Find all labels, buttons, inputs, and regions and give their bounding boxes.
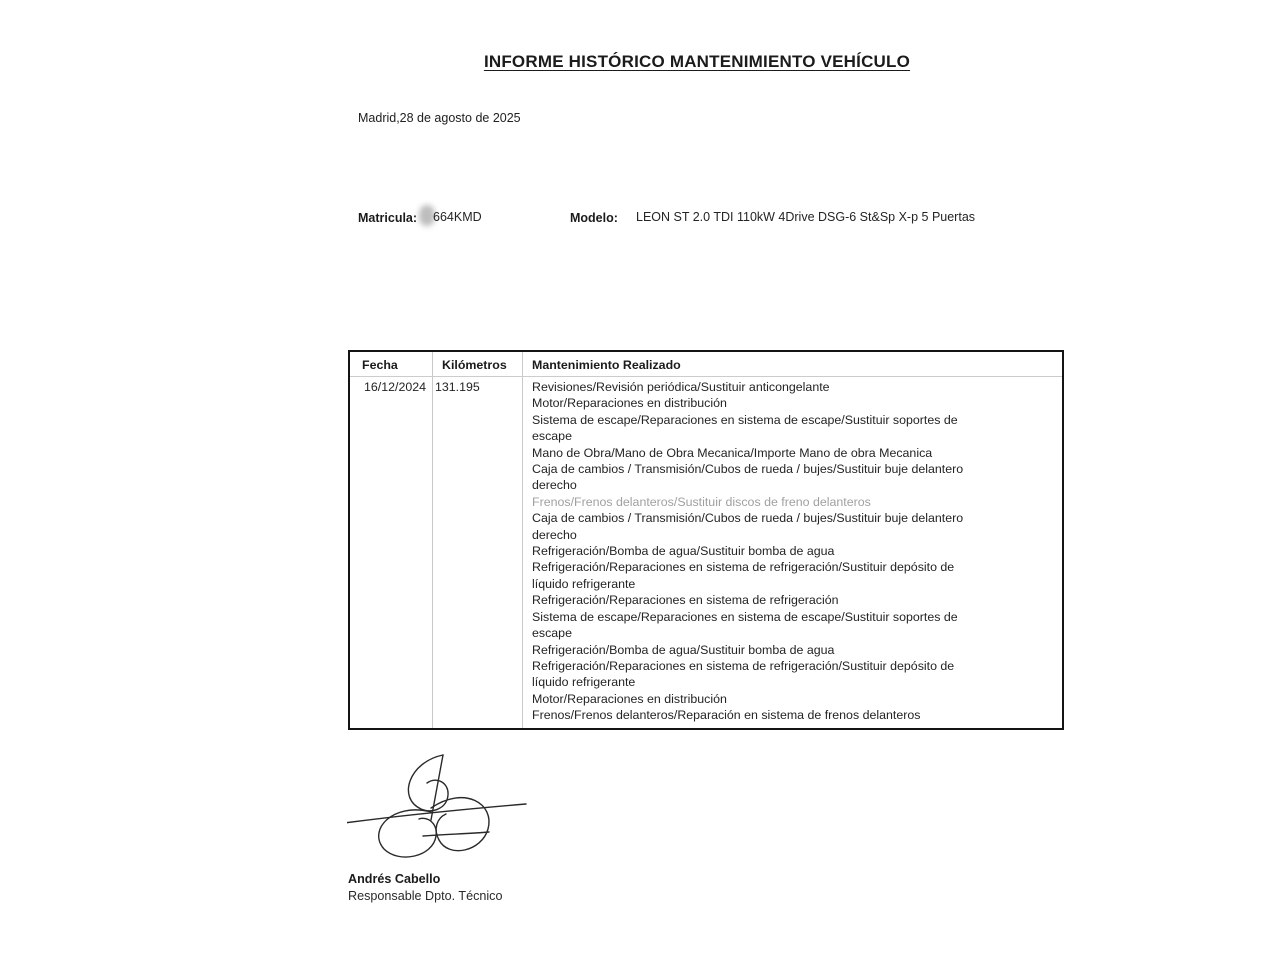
column-header-kilometros: Kilómetros — [442, 358, 507, 372]
maintenance-item: Motor/Reparaciones en distribución — [532, 396, 727, 411]
maintenance-item: Refrigeración/Bomba de agua/Sustituir bomba de agua — [532, 544, 835, 559]
maintenance-item: Sistema de escape/Reparaciones en sistema de escape/Sustituir soportes de escape — [532, 609, 958, 641]
dateline: Madrid,28 de agosto de 2025 — [358, 111, 521, 125]
maintenance-item: Refrigeración/Reparaciones en sistema de refrigeración — [532, 593, 839, 608]
maintenance-item: Refrigeración/Reparaciones en sistema de refrigeración/Sustituir depósito de líquido refrigerante — [532, 658, 955, 690]
modelo-value: LEON ST 2.0 TDI 110kW 4Drive DSG-6 St&Sp X-p 5 Puertas — [636, 210, 976, 224]
matricula-label: Matricula: — [358, 211, 418, 225]
fecha-cell: 16/12/2024 — [364, 380, 427, 394]
modelo-label: Modelo: — [570, 211, 618, 225]
table-column-divider — [522, 352, 523, 728]
column-header-mantenimiento: Mantenimiento Realizado — [532, 358, 681, 372]
signatory-role: Responsable Dpto. Técnico — [348, 889, 503, 903]
document-title: INFORME HISTÓRICO MANTENIMIENTO VEHÍCULO — [483, 52, 911, 71]
handwritten-signature — [347, 752, 529, 866]
maintenance-item: Sistema de escape/Reparaciones en sistema de escape/Sustituir soportes de escape — [532, 412, 958, 444]
maintenance-item: Motor/Reparaciones en distribución — [532, 691, 727, 706]
maintenance-history-table — [348, 350, 1064, 730]
maintenance-item: Caja de cambios / Transmisión/Cubos de rueda / bujes/Sustituir buje delantero derecho — [532, 511, 964, 542]
maintenance-item: Refrigeración/Bomba de agua/Sustituir bomba de agua — [532, 642, 835, 657]
matricula-value: 664KMD — [433, 210, 482, 224]
maintenance-item: Caja de cambios / Transmisión/Cubos de rueda / bujes/Sustituir buje delantero derecho — [532, 462, 964, 493]
maintenance-item: Mano de Obra/Mano de Obra Mecanica/Importe Mano de obra Mecanica — [532, 445, 933, 460]
maintenance-item: Revisiones/Revisión periódica/Sustituir anticongelante — [532, 380, 830, 394]
maintenance-item: Frenos/Frenos delanteros/Reparación en sistema de frenos delanteros — [532, 708, 921, 723]
table-header-divider — [350, 376, 1062, 377]
kilometros-cell: 131.195 — [435, 380, 480, 394]
signatory-name: Andrés Cabello — [348, 872, 441, 886]
table-column-divider — [432, 352, 433, 728]
column-header-fecha: Fecha — [362, 358, 398, 372]
maintenance-item: Refrigeración/Reparaciones en sistema de refrigeración/Sustituir depósito de líquido refrigerante — [532, 560, 955, 591]
maintenance-item: Frenos/Frenos delanteros/Sustituir discos de freno delanteros — [532, 494, 871, 509]
mantenimiento-cell — [532, 379, 976, 724]
